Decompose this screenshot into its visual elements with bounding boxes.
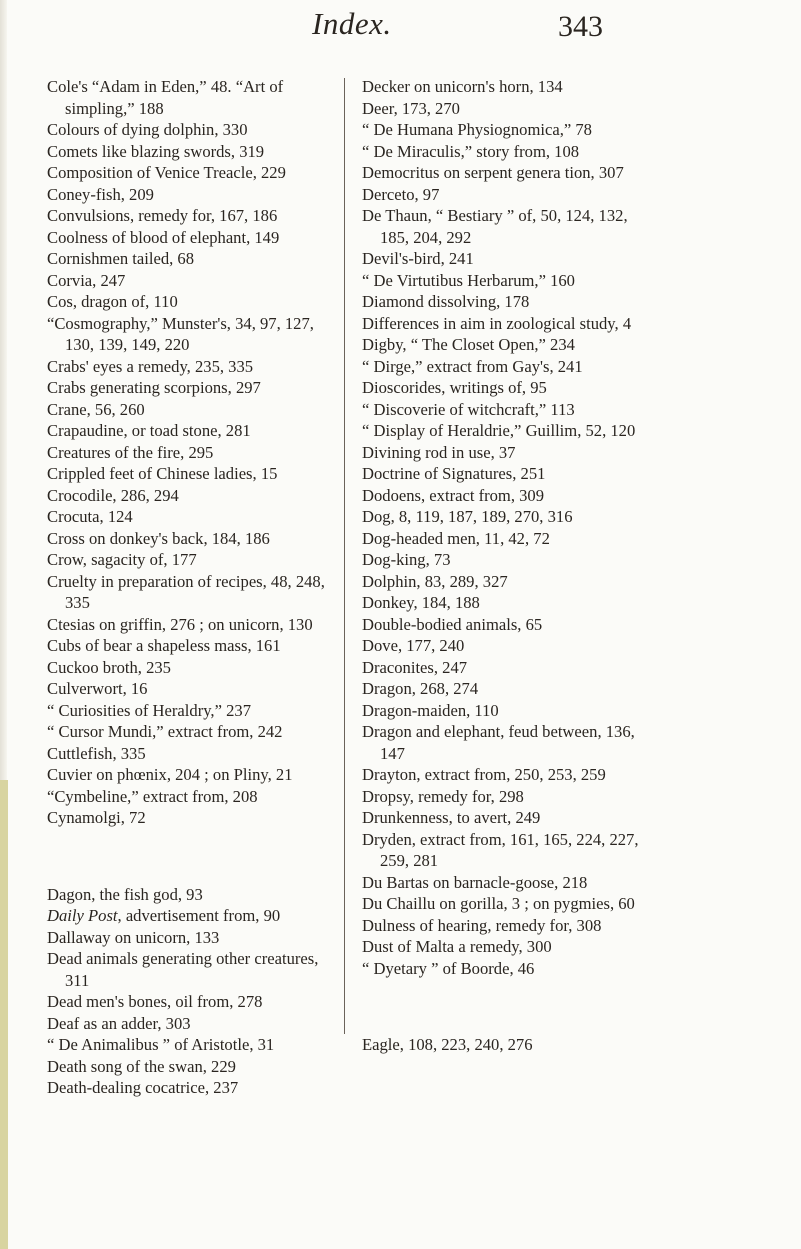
index-entry: Colours of dying dolphin, 330	[47, 120, 248, 139]
index-entry: Dust of Malta a remedy, 300	[362, 937, 552, 956]
index-entry: Dog, 8, 119, 187, 189, 270, 316	[362, 507, 573, 526]
index-entry: Cross on donkey's back, 184, 186	[47, 528, 270, 548]
letter-section-gap	[47, 845, 341, 867]
index-entry: Du Chaillu on gorilla, 3 ; on pygmies, 60	[362, 894, 635, 913]
letter-section-gap	[362, 996, 658, 1018]
index-entry: Donkey, 184, 188	[362, 593, 480, 612]
index-entry: Dead animals generating other creatures, 311	[47, 949, 319, 990]
index-entry: Comets like blazing swords, 319	[47, 141, 265, 161]
index-entry: Dog-king, 73	[362, 550, 451, 569]
periodical-title: Daily Post	[47, 906, 118, 926]
page-header	[0, 6, 801, 54]
index-entry: Coney-fish, 209	[47, 184, 154, 204]
index-entry: Cuckoo broth, 235	[47, 657, 171, 677]
index-entry: Cruelty in preparation of recipes, 48, 248, 335	[47, 571, 325, 612]
index-entry: “ Dirge,” extract from Gay's, 241	[362, 356, 583, 376]
index-entry: Crow, sagacity of, 177	[47, 550, 197, 569]
index-entry: Cos, dragon of, 110	[47, 292, 178, 311]
index-entry: Dove, 177, 240	[362, 636, 465, 655]
index-entry: “ Dyetary ” of Boorde, 46	[362, 958, 535, 978]
index-entry: Dragon and elephant, feud between, 136, 147	[362, 722, 635, 763]
index-entry: “ Cursor Mundi,” extract from, 242	[47, 722, 283, 741]
index-entry: Drayton, extract from, 250, 253, 259	[362, 765, 606, 784]
index-entry: Dioscorides, writings of, 95	[362, 378, 547, 397]
index-entry: Deer, 173, 270	[362, 98, 460, 118]
index-entry: Dog-headed men, 11, 42, 72	[362, 528, 550, 548]
index-entry: Death-dealing cocatrice, 237	[47, 1078, 239, 1098]
index-entry: “ De Virtutibus Herbarum,” 160	[362, 270, 575, 290]
index-entry: De Thaun, “ Bestiary ” of, 50, 124, 132, 185, 204, 292	[362, 206, 628, 247]
index-entry: Ctesias on griffin, 276 ; on unicorn, 130	[47, 614, 313, 634]
index-entry: Crapaudine, or toad stone, 281	[47, 421, 251, 440]
index-entry: Du Bartas on barnacle-goose, 218	[362, 872, 588, 892]
index-entry: Corvia, 247	[47, 270, 126, 290]
index-entry: Crabs generating scorpions, 297	[47, 378, 261, 397]
index-entry: Double-bodied animals, 65	[362, 614, 543, 634]
index-entry: “ De Miraculis,” story from, 108	[362, 141, 580, 161]
index-entry: Dallaway on unicorn, 133	[47, 927, 220, 947]
index-entry: “ Discoverie of witchcraft,” 113	[362, 399, 575, 419]
index-entry: Dodoens, extract from, 309	[362, 485, 545, 505]
index-entry: Dryden, extract from, 161, 165, 224, 227, 259, 281	[362, 829, 639, 870]
index-entry: “Cymbeline,” extract from, 208	[47, 786, 258, 806]
index-entry: Dulness of hearing, remedy for, 308	[362, 915, 602, 935]
index-entry: Crippled feet of Chinese ladies, 15	[47, 464, 278, 483]
index-entry: Drunkenness, to avert, 249	[362, 808, 541, 827]
index-entry: “ Display of Heraldrie,” Guillim, 52, 120	[362, 421, 636, 440]
index-entry: Coolness of blood of elephant, 149	[47, 227, 280, 247]
index-entry: Differences in aim in zoological study, 4	[362, 313, 632, 333]
index-entry: Deaf as an adder, 303	[47, 1013, 191, 1033]
index-entry: Crocuta, 124	[47, 507, 133, 526]
binding-tape	[0, 780, 8, 1249]
index-entry: Dagon, the fish god, 93	[47, 884, 203, 904]
index-entry: Derceto, 97	[362, 184, 440, 204]
index-entry: Crane, 56, 260	[47, 399, 145, 419]
index-entry: Daily Post, advertisement from, 90	[47, 906, 281, 926]
index-entry: Crabs' eyes a remedy, 235, 335	[47, 356, 254, 376]
index-entry: “ De Humana Physiognomica,” 78	[362, 120, 592, 139]
index-entry: Decker on unicorn's horn, 134	[362, 77, 563, 96]
index-entry: Doctrine of Signatures, 251	[362, 464, 546, 483]
index-entry: Dragon, 268, 274	[362, 679, 479, 698]
index-entry: Dolphin, 83, 289, 327	[362, 571, 508, 591]
index-entry: Divining rod in use, 37	[362, 442, 516, 462]
index-entry: Culverwort, 16	[47, 679, 148, 698]
index-entry: Dead men's bones, oil from, 278	[47, 992, 263, 1012]
index-entry: Creatures of the fire, 295	[47, 442, 214, 462]
index-entry: Cynamolgi, 72	[47, 808, 146, 827]
index-entry: Democritus on serpent genera tion, 307	[362, 163, 624, 182]
index-entry: Death song of the swan, 229	[47, 1056, 236, 1076]
index-entry: Digby, “ The Closet Open,” 234	[362, 335, 575, 354]
index-entry: Dragon-maiden, 110	[362, 700, 499, 720]
index-column-right	[362, 76, 658, 1056]
index-entry: Cole's “Adam in Eden,” 48. “Art of simpling,” 188	[47, 77, 284, 118]
index-entry: Crocodile, 286, 294	[47, 485, 179, 505]
index-entry: “ De Animalibus ” of Aristotle, 31	[47, 1035, 275, 1055]
index-entry: “Cosmography,” Munster's, 34, 97, 127, 130, 139, 149, 220	[47, 313, 314, 354]
page-number: 343	[558, 10, 603, 43]
index-entry: Eagle, 108, 223, 240, 276	[362, 1035, 533, 1055]
index-entry: Convulsions, remedy for, 167, 186	[47, 206, 278, 225]
index-entry: Cuvier on phœnix, 204 ; on Pliny, 21	[47, 765, 293, 784]
index-entry: Cubs of bear a shapeless mass, 161	[47, 636, 281, 655]
index-column-left	[47, 76, 341, 1099]
index-entry: Cornishmen tailed, 68	[47, 249, 195, 268]
page-title: Index.	[312, 6, 392, 41]
index-entry: Cuttlefish, 335	[47, 743, 146, 763]
column-divider	[344, 78, 345, 1034]
index-entry: Diamond dissolving, 178	[362, 292, 530, 311]
index-entry: Dropsy, remedy for, 298	[362, 786, 524, 806]
index-entry: Devil's-bird, 241	[362, 249, 474, 268]
index-entry: Composition of Venice Treacle, 229	[47, 163, 286, 182]
index-entry: “ Curiosities of Heraldry,” 237	[47, 700, 251, 720]
index-entry: Draconites, 247	[362, 657, 468, 677]
